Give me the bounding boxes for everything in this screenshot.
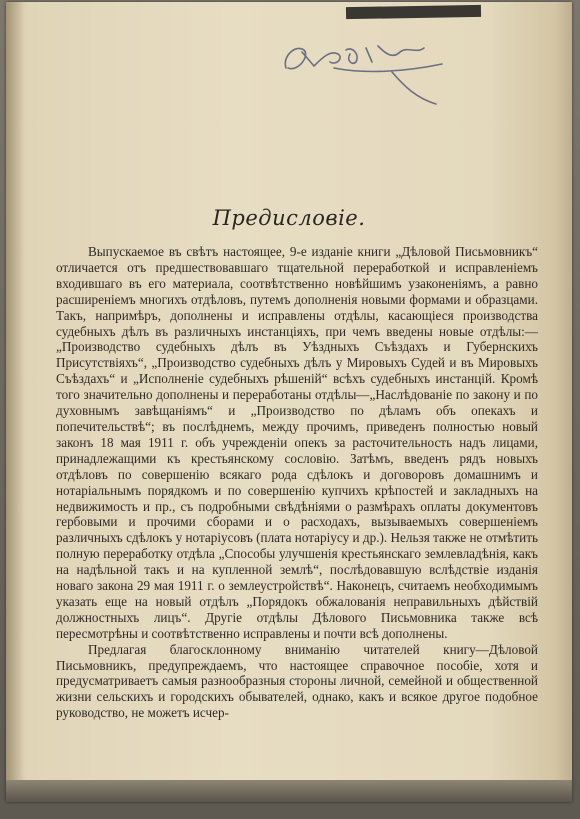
book-bottom-edge (6, 780, 572, 802)
handwritten-signature (274, 28, 454, 108)
page-title: Предисловіе. (212, 206, 366, 230)
tape-strip (346, 5, 481, 19)
paragraph-2: Предлагая благосклонному вниманію читателей книгу—Дѣловой Письмовникъ, предупреждаемъ, что настоящее справочное пособіе, хотя и предусматриваетъ самыя разнообразныя стороны личной, семейной и общественной жизни сельскихъ и городскихъ обывателей, однако, какъ и всякое другое подобное руководство, не можетъ исчер- (56, 641, 538, 721)
body-text (56, 244, 538, 721)
page-spine-shadow (6, 2, 24, 802)
paragraph-1: Выпускаемое въ свѣтъ настоящее, 9-е изданіе книги „Дѣловой Письмовникъ“ отличается отъ предшествовавшаго тщательной переработкой и исправленіемъ входившаго въ его материала, соотвѣтственно новѣйшимъ узаконеніямъ, а равно расширеніемъ многихъ отдѣловъ, путемъ дополненія новыми формами и образцами. Такъ, напримѣръ, дополнены и исправлены отдѣлы, касающіеся производства судебныхъ дѣлъ въ различныхъ инстанціяхъ, при чемъ введены новые отдѣлы:—„Производство судебныхъ дѣлъ въ Уѣздныхъ Съѣздахъ и Губернскихъ Присутствіяхъ“, „Производство судебныхъ дѣлъ у Мировыхъ Судей и въ Мировыхъ Съѣздахъ“ и „Исполненіе судебныхъ рѣшеній“ всѣхъ судебныхъ инстанцій. Кромѣ того значительно дополнены и переработаны отдѣлы—„Наслѣдованіе по закону и по духовнымъ завѣщаніямъ“ и „Производство по дѣламъ объ опекахъ и попечительствѣ“; въ послѣднемъ, между прочимъ, приведенъ полностью новый законъ 18 мая 1911 г. объ учрежденіи опекъ за расточительность надъ лицами, принадлежащими къ крестьянскому сословію. Затѣмъ, введенъ рядъ новыхъ отдѣловъ по совершенію всякаго рода сдѣлокъ и договоровъ домашнимъ и нотаріальнымъ порядкомъ и по совершенію купчихъ крѣпостей и закладныхъ на недвижимость и пр., съ подробными свѣдѣніями о размѣрахъ оплаты документовъ гербовыми и прочими сборами и о расходахъ, вызываемыхъ совершеніемъ различныхъ сдѣлокъ у нотаріусовъ (плата нотаріусу и др.). Нельзя также не отмѣтить полную переработку отдѣла „Способы улучшенія крестьянскаго землевладѣнія, какъ на надѣльной такъ и на купленной землѣ“, послѣдовавшую вслѣдствіе изданія новаго закона 29 мая 1911 г. о землеустройствѣ“. Наконецъ, считаемъ необходимымъ указать еще на новый отдѣлъ „Порядокъ обжалованія неправильныхъ дѣйствій должностныхъ лицъ“. Другіе отдѣлы Дѣлового Письмовника также всѣ пересмотрѣны и соотвѣтственно исправлены и почти всѣ дополнены. (56, 244, 538, 641)
document-page (6, 2, 572, 802)
